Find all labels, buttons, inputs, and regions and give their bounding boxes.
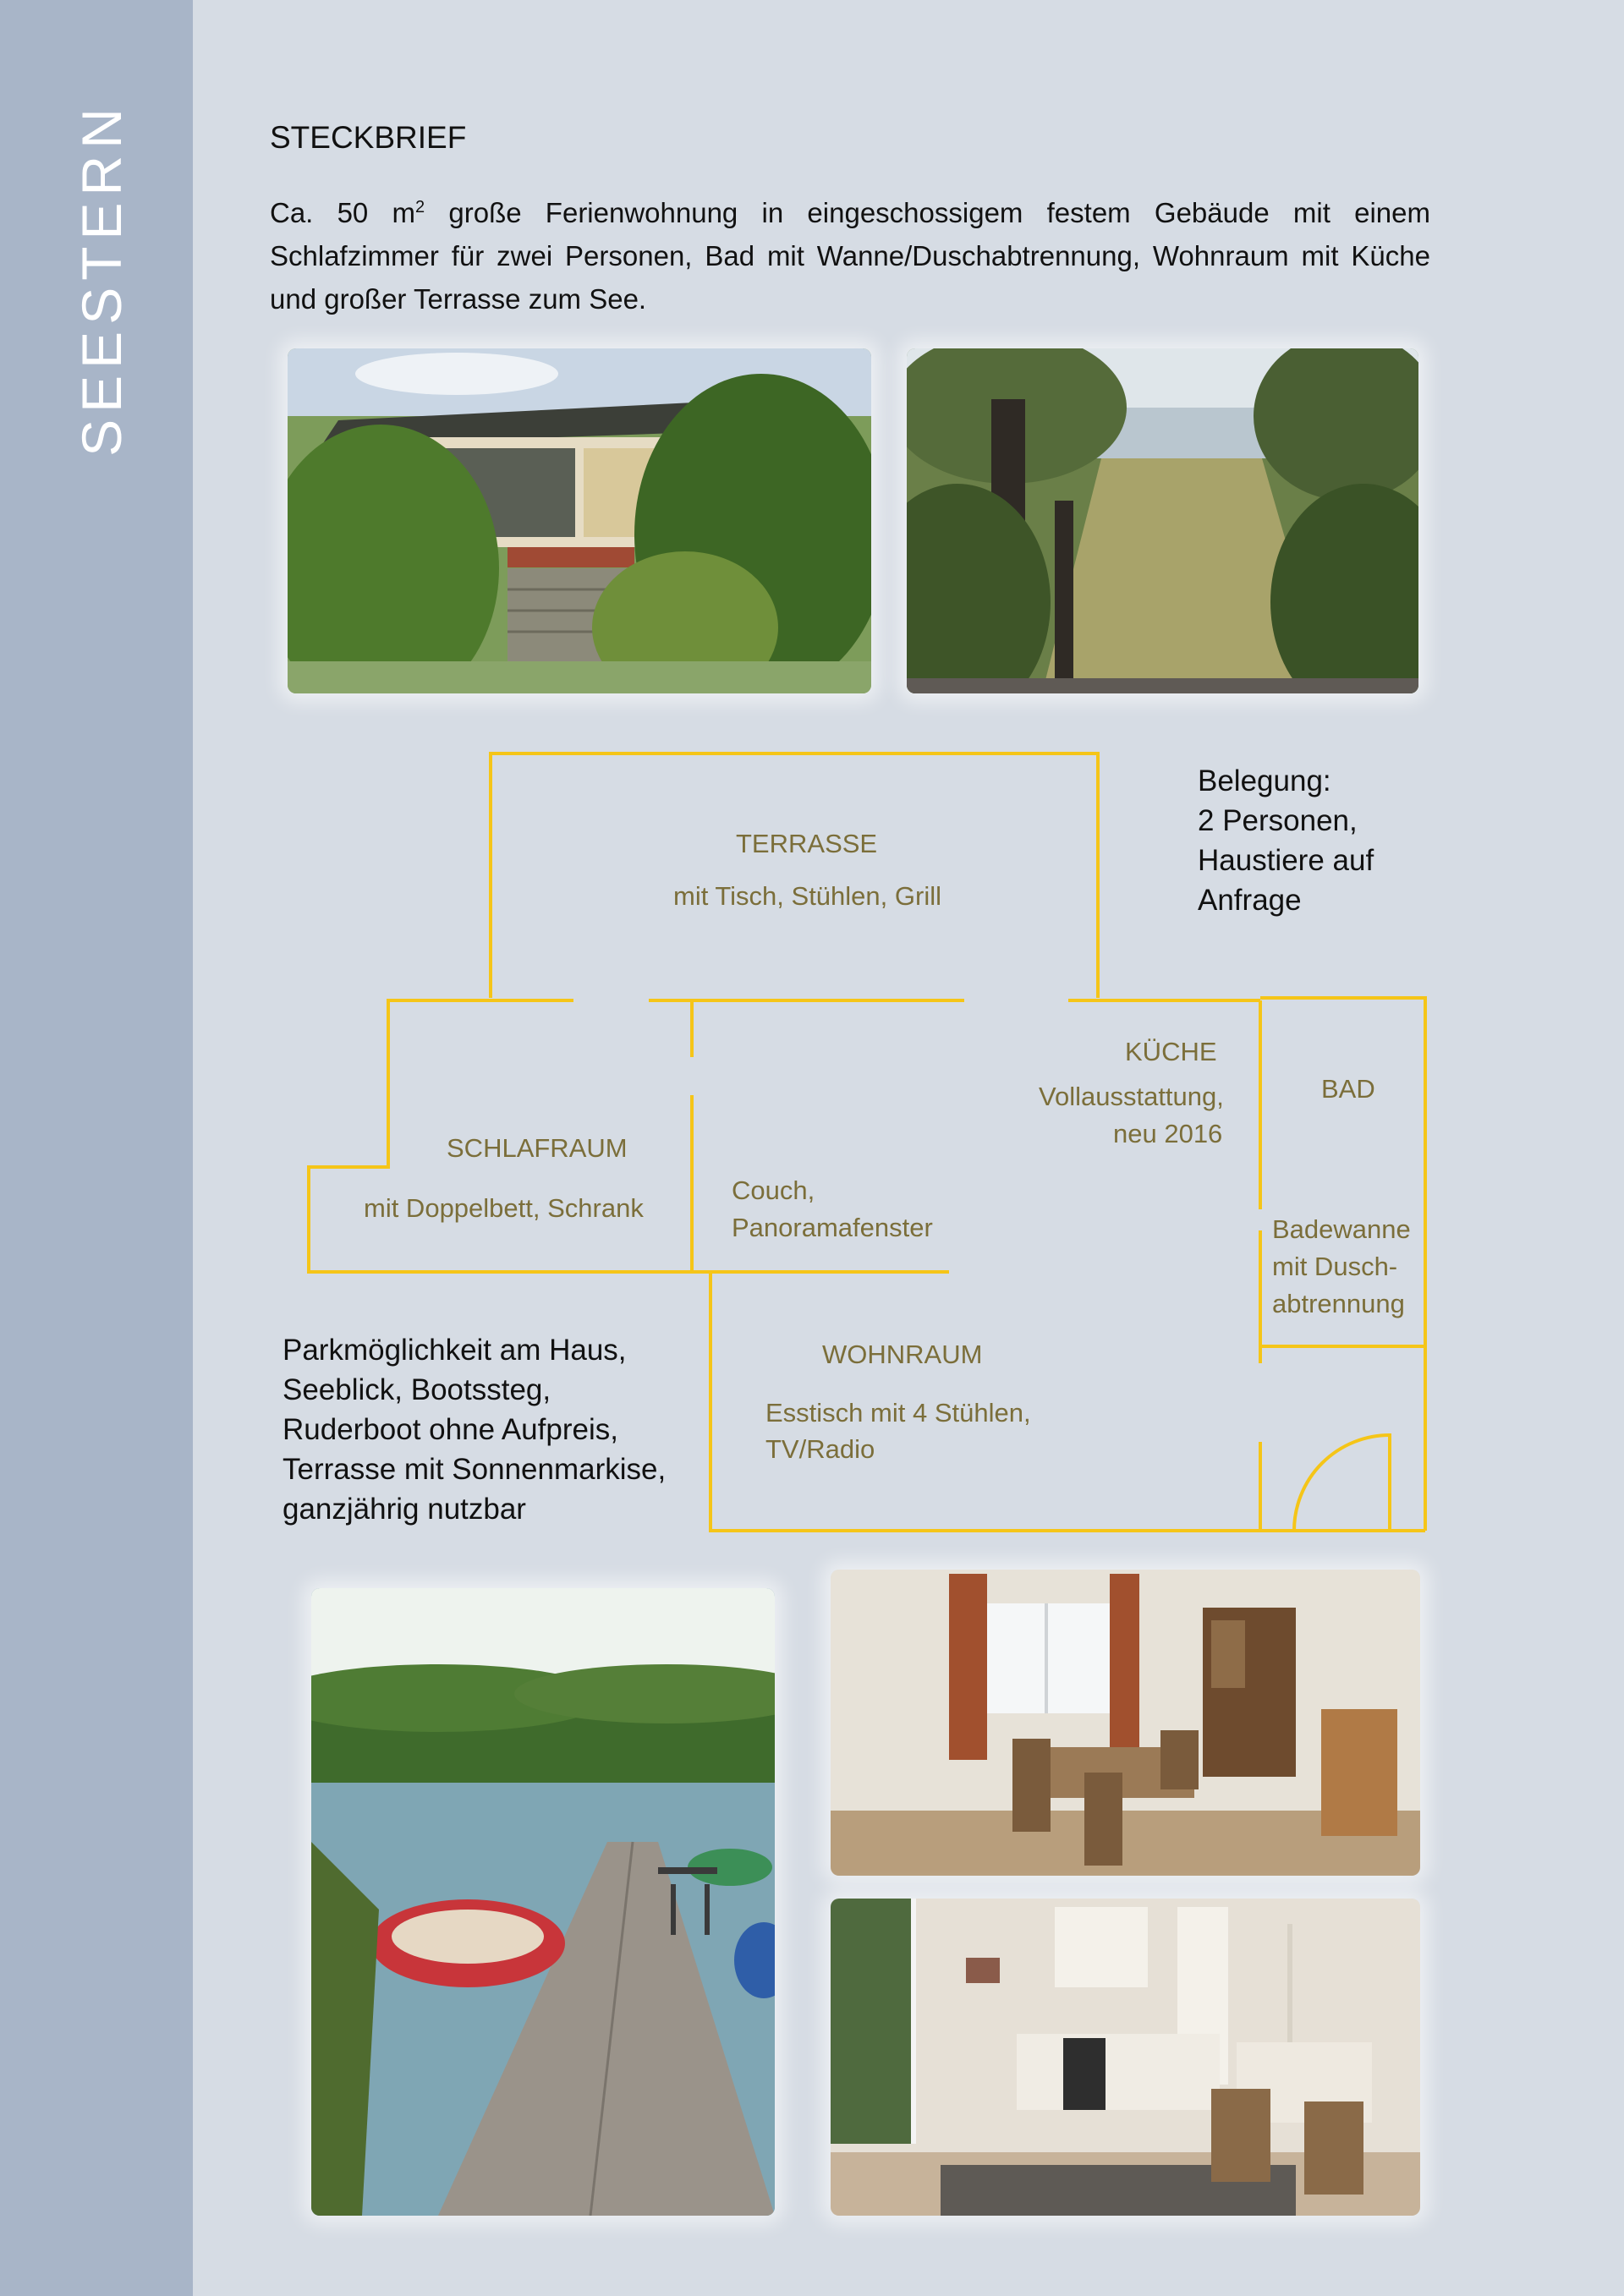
features-line-1: Parkmöglichkeit am Haus, bbox=[283, 1334, 627, 1367]
kueche-label: KÜCHE bbox=[1125, 1037, 1217, 1066]
schlafraum-label: SCHLAFRAUM bbox=[447, 1133, 628, 1163]
wohnraum-label: WOHNRAUM bbox=[822, 1340, 983, 1369]
bad-label: BAD bbox=[1321, 1074, 1375, 1104]
features-line-4: Terrasse mit Sonnenmarkise, bbox=[283, 1453, 667, 1486]
kitchen-photo bbox=[831, 1899, 1420, 2216]
bad-description-2: mit Dusch- bbox=[1272, 1252, 1398, 1281]
sidebar-title: SEESTERN bbox=[70, 101, 133, 457]
terrasse-description: mit Tisch, Stühlen, Grill bbox=[673, 881, 941, 911]
kueche-description-1: Vollausstattung, bbox=[1039, 1082, 1224, 1111]
house-photo bbox=[288, 348, 871, 693]
features-line-3: Ruderboot ohne Aufpreis, bbox=[283, 1413, 618, 1446]
jetty-photo bbox=[311, 1588, 775, 2216]
sidebar bbox=[0, 0, 193, 2296]
intro-text-rest: große Ferienwohnung in eingeschossigem festem Gebäude mit einem Schlafzimmer für zwei Personen, Bad mit Wanne/Duschabtrennung, Wohnraum mit Küche und großer Terrasse zum See. bbox=[270, 197, 1431, 315]
occupancy-title: Belegung: bbox=[1198, 764, 1331, 797]
features-line-5: ganzjährig nutzbar bbox=[283, 1493, 526, 1526]
schlafraum-description: mit Doppelbett, Schrank bbox=[364, 1193, 644, 1223]
couch-description-2: Panoramafenster bbox=[732, 1213, 933, 1242]
lake-path-photo bbox=[907, 348, 1418, 693]
terrasse-label: TERRASSE bbox=[736, 829, 878, 858]
occupancy-line-3: Anfrage bbox=[1198, 884, 1302, 917]
dining-room-photo bbox=[831, 1570, 1420, 1876]
page-heading: STECKBRIEF bbox=[270, 120, 467, 155]
wohnraum-description-2: TV/Radio bbox=[765, 1434, 875, 1464]
intro-paragraph bbox=[270, 186, 1430, 321]
couch-description-1: Couch, bbox=[732, 1175, 815, 1205]
bad-description-3: abtrennung bbox=[1272, 1289, 1405, 1318]
intro-superscript: 2 bbox=[415, 198, 425, 216]
kueche-description-2: neu 2016 bbox=[1113, 1119, 1223, 1148]
occupancy-line-2: Haustiere auf bbox=[1198, 844, 1374, 877]
features-line-2: Seeblick, Bootssteg, bbox=[283, 1373, 551, 1406]
intro-text-start: Ca. 50 m bbox=[270, 197, 416, 228]
occupancy-line-1: 2 Personen, bbox=[1198, 804, 1358, 837]
wohnraum-description-1: Esstisch mit 4 Stühlen, bbox=[765, 1398, 1031, 1427]
bad-description-1: Badewanne bbox=[1272, 1214, 1411, 1244]
